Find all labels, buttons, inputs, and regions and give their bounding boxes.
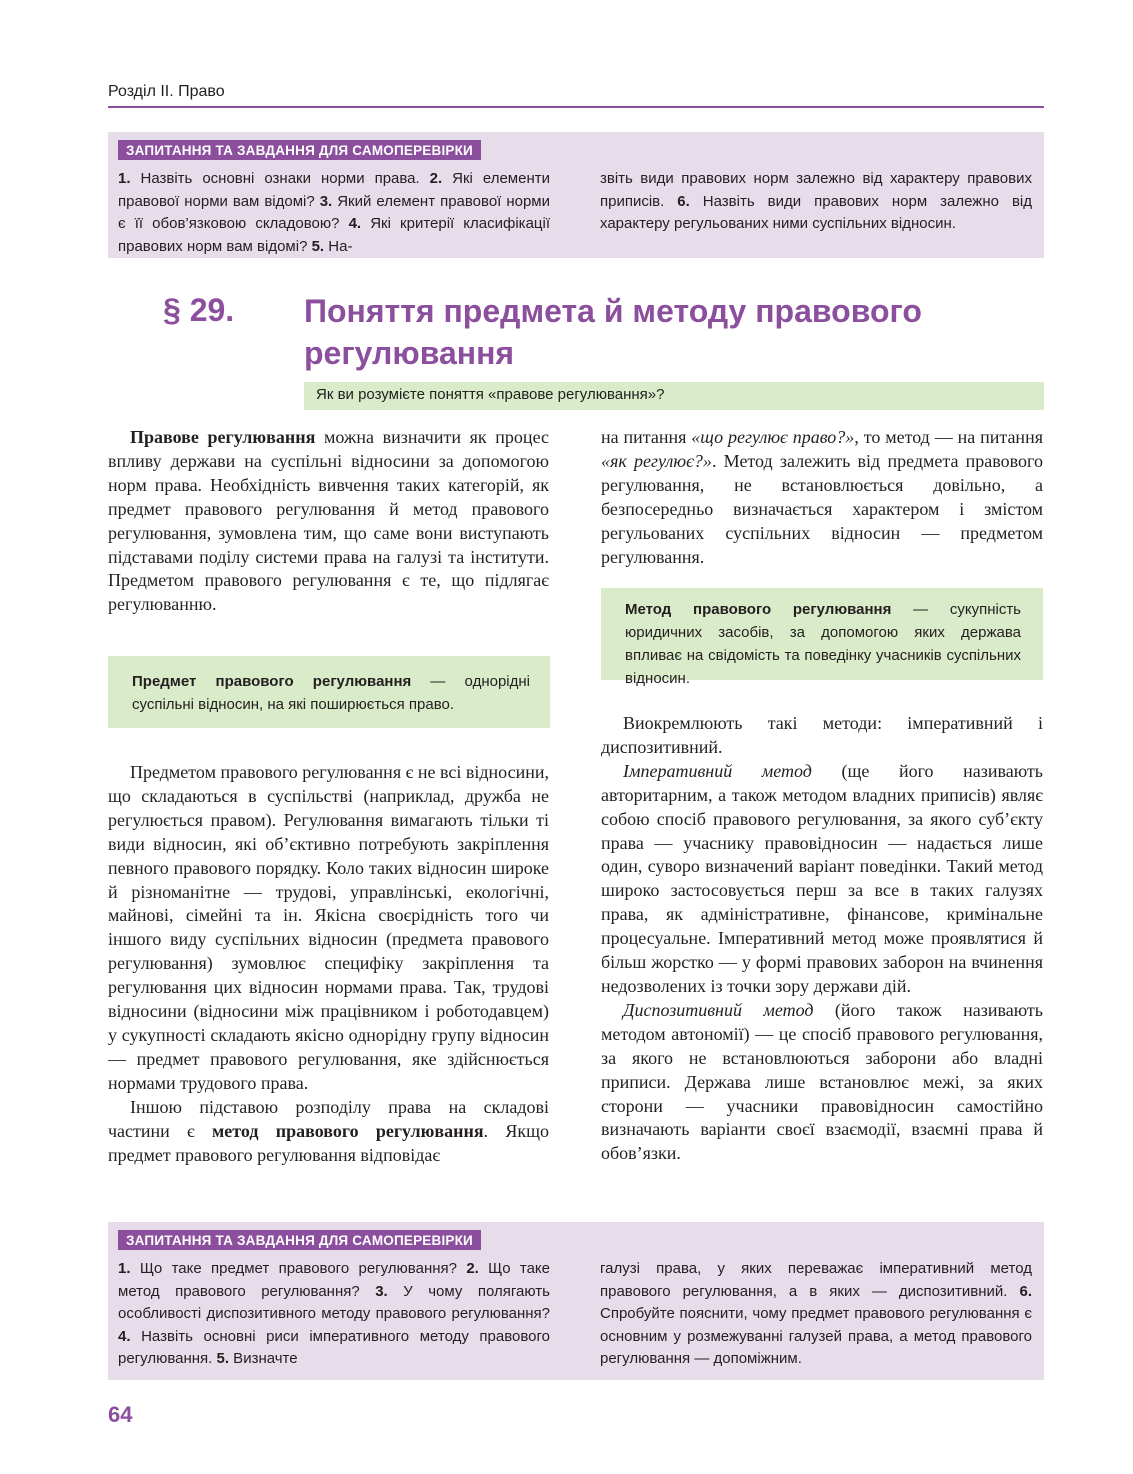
paragraph <box>601 760 1043 999</box>
right-column-main <box>601 712 1043 1166</box>
left-column-main <box>108 761 549 1167</box>
lead-question-bar <box>304 382 1044 410</box>
italic-question: «як регулює?» <box>601 450 712 471</box>
paragraph-text: . Якщо предмет правового регулювання відповідає <box>108 1120 549 1165</box>
definition-text <box>625 598 1021 690</box>
right-column-intro <box>601 426 1043 569</box>
q-num: 2. <box>466 1260 479 1277</box>
section-number: § 29. <box>163 292 235 328</box>
self-check-tag: ЗАПИТАННЯ ТА ЗАВДАННЯ ДЛЯ САМОПЕРЕВІРКИ <box>118 1230 481 1250</box>
paragraph-text: , то метод — на питання <box>854 427 1043 447</box>
q-num: 5. <box>216 1350 230 1367</box>
q-num: 3. <box>319 192 333 210</box>
q-text: На- <box>324 237 353 255</box>
italic-term: Імперативний метод <box>623 760 812 781</box>
left-column-intro <box>108 426 549 617</box>
paragraph <box>601 999 1043 1166</box>
q-text: Які елементи правової норми вам відомі? <box>118 170 550 210</box>
q-text: Що таке предмет правового регулювання? <box>130 1260 467 1277</box>
paragraph-text: (його також називають методом автономії) — це спосіб правового регулювання, за якого не встановлюються заборони або владні приписи. Держава лише встановлює межі, за яких сторони — учасники правовідносин самостійно визначають варіанти своєї взаємодії, взаємні права й обов’язки. <box>601 999 1043 1164</box>
q-text: Які критерії класифікації правових норм вам відомі? <box>118 215 551 255</box>
paragraph: Виокремлюють такі методи: імперативний і диспозитивний. <box>601 713 1043 757</box>
self-check-col-2 <box>600 168 1032 236</box>
italic-question: «що регулює право?» <box>691 427 855 447</box>
definition-term: Предмет правового регулювання <box>132 673 412 690</box>
term-bold: Правове регулювання <box>130 427 316 447</box>
term-bold: метод правового регулювання <box>212 1120 484 1141</box>
q-num: 6. <box>677 192 690 210</box>
self-check-box-bottom <box>108 1222 1044 1380</box>
page-number: 64 <box>108 1402 133 1427</box>
q-text: Визначте <box>229 1350 298 1367</box>
header-divider <box>108 106 1044 108</box>
paragraph-text: Іншою підставою розподілу права на складові частини є <box>108 1096 549 1141</box>
lead-question: Як ви розумієте поняття «правове регулювання»? <box>316 386 665 403</box>
q-num: 2. <box>429 170 443 187</box>
self-check-box-top <box>108 132 1044 258</box>
definition-box-method <box>601 588 1043 687</box>
paragraph <box>108 1096 549 1168</box>
q-text: Назвіть види правових норм залежно від характеру регульованих ними суспільних відносин. <box>600 192 1032 232</box>
paragraph-text: (ще його називають авторитарним, а також методом владних приписів) являє собою спосіб правового регулювання, за якого суб’єкту права — учаснику правовідносин — надається лише один, суворо визначений варіант поведінки. Такий метод широко застосовується перш за все в таких галузях права, як адміністративне, фінансове, кримінальне процесуальне. Імперативний метод може проявлятися й більш жорстко — у формі правових заборон на вчинення недозволених із точки зору держави дій. <box>601 760 1044 996</box>
definition-text <box>132 670 530 716</box>
q-text: Назвіть основні риси імперативного методу правового регулювання. <box>118 1327 550 1367</box>
q-text: Який елемент правової норми є її обов’язковою складовою? <box>118 192 550 232</box>
q-num: 3. <box>375 1282 388 1300</box>
q-num: 6. <box>1019 1282 1032 1300</box>
definition-box-subject <box>108 656 550 728</box>
paragraph-text: можна визначити як процес впливу держави на суспільні відносини за допомогою норм права. Необхідність вивчення таких категорій, як предмет правового регулювання й метод правового регулювання, зумовлена тим, що саме вони виступають підставами поділу системи права на галузі та інститути. Предметом правового регулювання є те, що підлягає регулюванню. <box>108 427 549 615</box>
q-text: галузі права, у яких переважає імперативний метод правового регулювання, а в яких — диспозитивний. <box>600 1260 1032 1300</box>
q-text: Що таке метод правового регулювання? <box>118 1260 550 1300</box>
section-title: Поняття предмета й методу правового регулювання <box>304 293 922 371</box>
definition-body: — однорідні суспільні відносин, на які поширюється право. <box>132 673 530 713</box>
running-header: Розділ ІІ. Право <box>108 83 225 100</box>
definition-term: Метод правового регулювання <box>625 601 892 618</box>
self-check-col-1 <box>118 168 550 258</box>
paragraph <box>108 426 549 617</box>
q-num: 4. <box>348 215 362 232</box>
self-check-col-1 <box>118 1258 550 1371</box>
q-text: Спробуйте пояснити, чому предмет правового регулювання є основним у розмежуванні галузей права, а метод правового регулювання — допоміжним. <box>600 1305 1032 1367</box>
paragraph <box>601 426 1043 569</box>
q-num: 1. <box>118 1260 131 1277</box>
q-num: 4. <box>118 1327 131 1345</box>
paragraph: Предметом правового регулювання є не всі відносини, що складаються в суспільстві (наприклад, дружба не регулюється правом). Регулювання вимагають тільки ті види відносин, які об’єктивно потребують закріплення певного правового порядку. Коло таких відносин широке й різноманітне — трудові, управлінські, екологічні, майнові, сімейні та ін. Якісна своєрідність того чи іншого виду суспільних відносин (предмета правового регулювання) зумовлює специфіку закріплення та регулювання цих відносин нормами права. Так, трудові відносини (відносини між працівником і роботодавцем) у сукупності складають якісно однорідну групу відносин — предмет правового регулювання, яке здійснюється нормами трудового права. <box>108 762 549 1093</box>
italic-term: Диспозитивний метод <box>623 999 814 1020</box>
definition-body: — сукупність юридичних засобів, за допомогою яких держава впливає на свідомість та поведінку учасників суспільних відносин. <box>625 601 1021 687</box>
self-check-tag: ЗАПИТАННЯ ТА ЗАВДАННЯ ДЛЯ САМОПЕРЕВІРКИ <box>118 140 481 160</box>
q-text: звіть види правових норм залежно від характеру правових приписів. <box>600 170 1032 210</box>
q-num: 1. <box>118 170 131 187</box>
self-check-col-2 <box>600 1258 1032 1371</box>
paragraph-text: . Метод залежить від предмета правового регулювання, не встановлюється довільно, а безпосередньо визначається характером і змістом регульованих суспільних відносин — предметом регулювання. <box>601 450 1043 567</box>
q-num: 5. <box>311 237 325 255</box>
paragraph-text: на питання <box>601 427 692 447</box>
q-text: У чому полягають особливості диспозитивного методу правового регулювання? <box>118 1282 550 1322</box>
q-text: Назвіть основні ознаки норми права. <box>130 170 430 187</box>
